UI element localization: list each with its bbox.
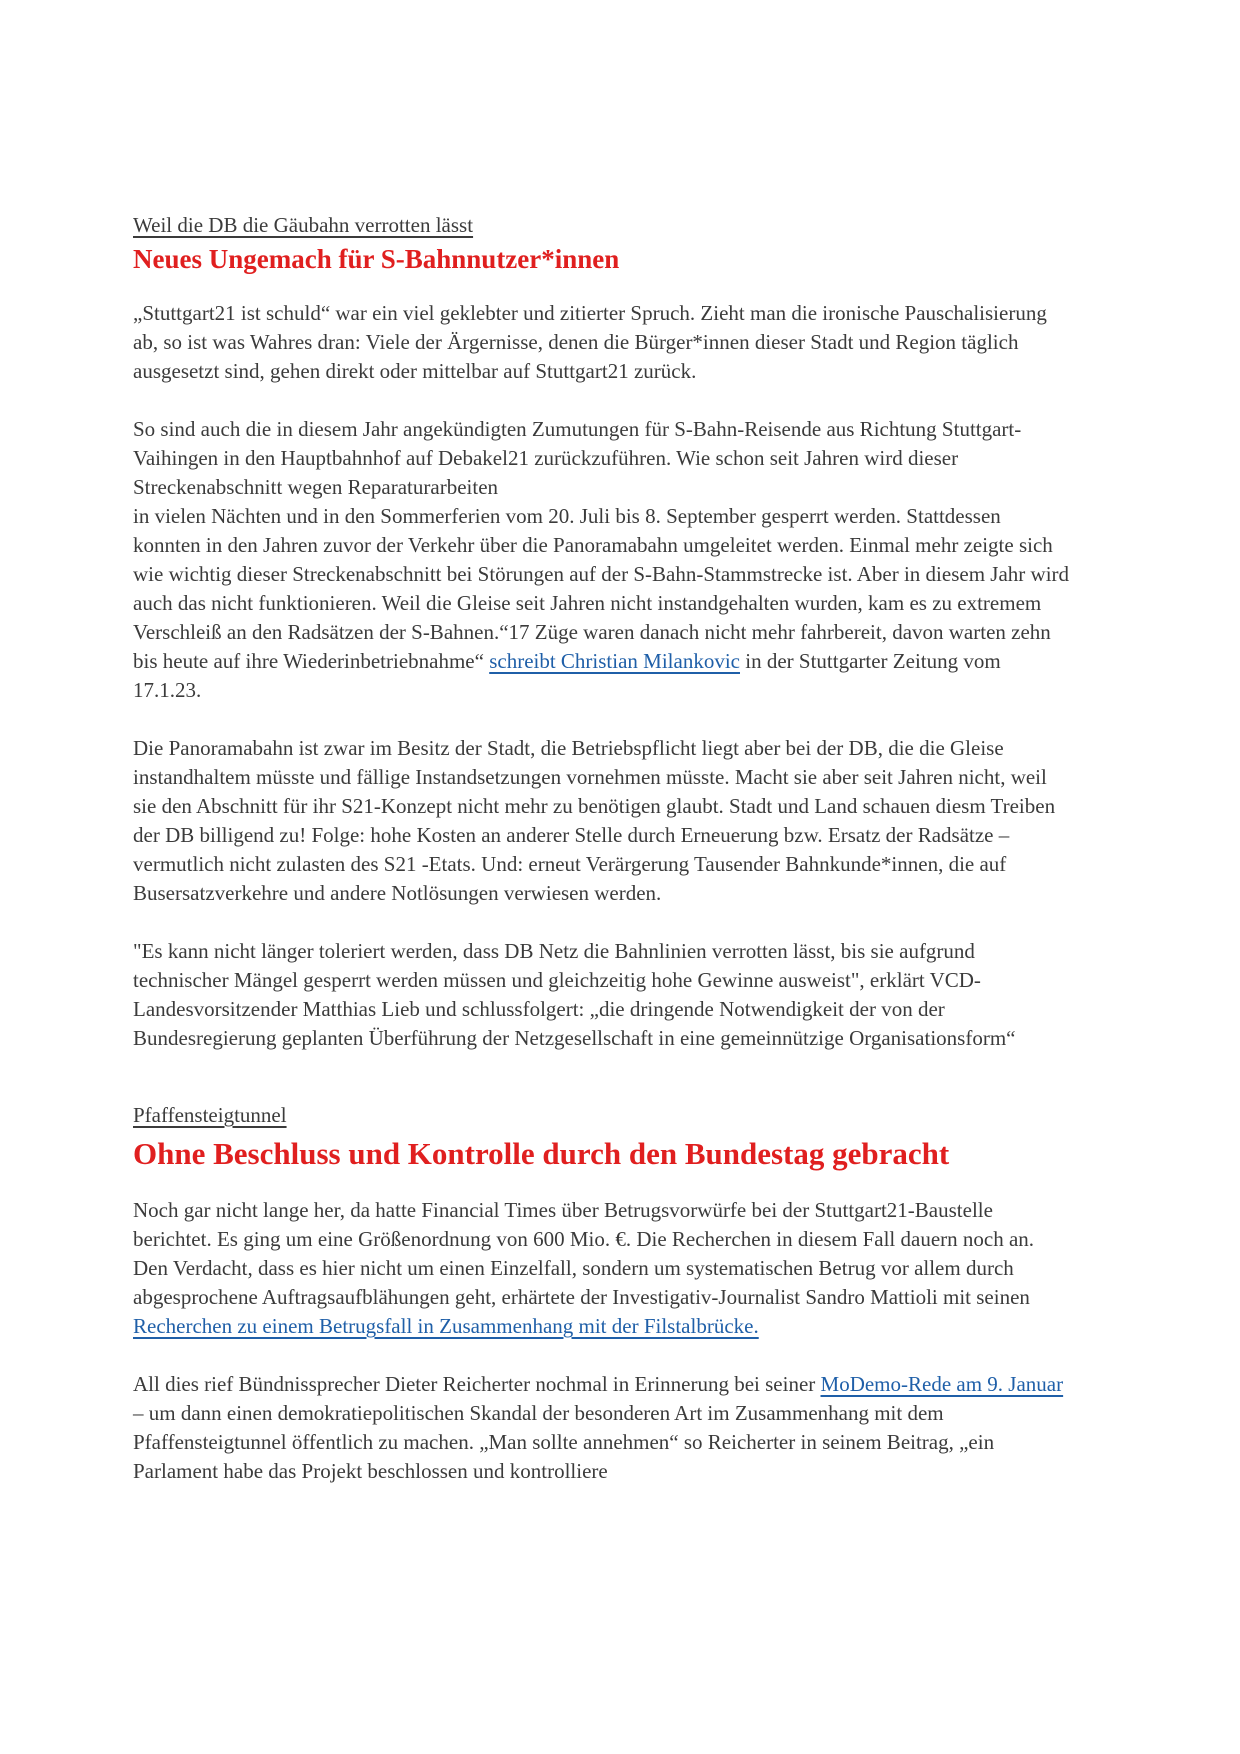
link-christian-milankovic[interactable]: schreibt Christian Milankovic: [489, 649, 740, 673]
paragraph-zumutungen-text-3: in der Stuttgarter Zeitung vom 17.1.23.: [133, 649, 1001, 702]
paragraph-zumutungen: [133, 415, 1073, 705]
document-content: [133, 211, 1073, 1486]
link-betrugsfall-filstalbruecke[interactable]: Recherchen zu einem Betrugsfall in Zusammenhang mit der Filstalbrücke.: [133, 1314, 759, 1338]
paragraph-vcd-zitat: "Es kann nicht länger toleriert werden, dass DB Netz die Bahnlinien verrotten lässt, bis sie aufgrund technischer Mängel gesperrt werden müssen und gleichzeitig hohe Gewinne ausweist", erklärt VCD-Landesvorsitzender Matthias Lieb und schlussfolgert: „die dringende Notwendigkeit der von der Bundesregierung geplanten Überführung der Netzgesellschaft in eine gemeinnützige Organisationsform“: [133, 939, 1016, 1050]
paragraph-betrugsvorwuerfe: [133, 1196, 1073, 1341]
paragraph-panoramabahn: Die Panoramabahn ist zwar im Besitz der Stadt, die Betriebspflicht liegt aber bei der DB, die die Gleise instandhaltem müsste und fällige Instandsetzungen vornehmen müsste. Macht sie aber seit Jahren nicht, weil sie den Abschnitt für ihr S21-Konzept nicht mehr zu benötigen glaubt. Stadt und Land schauen diesm Treiben der DB billigend zu! Folge: hohe Kosten an anderer Stelle durch Erneuerung bzw. Ersatz der Radsätze – vermutlich nicht zulasten des S21 -Etats. Und: erneut Verärgerung Tausender Bahnkunde*innen, die auf Busersatzverkehre und andere Notlösungen verwiesen werden.: [133, 736, 1056, 905]
section1-kicker: [133, 211, 1073, 240]
section1-headline: Neues Ungemach für S-Bahnnutzer*innen: [133, 244, 620, 274]
link-modemo-rede[interactable]: MoDemo-Rede am 9. Januar: [820, 1372, 1064, 1396]
paragraph-zumutungen-text-2: in vielen Nächten und in den Sommerferien vom 20. Juli bis 8. September gesperrt werden. Stattdessen konnten in den Jahren zuvor der Verkehr über die Panoramabahn umgeleitet werden. Einmal mehr zeigte sich wie wichtig dieser Streckenabschnitt bei Störungen auf der S-Bahn-Stammstrecke ist. Aber in diesem Jahr wird auch das nicht funktionieren. Weil die Gleise seit Jahren nicht instandgehalten wurden, kam es zu extremem Verschleiß an den Radsätzen der S-Bahnen.“17 Züge waren danach nicht mehr fahrbereit, davon warten zehn bis heute auf ihre Wiederinbetriebnahme“: [133, 504, 1070, 673]
paragraph-zumutungen-text-1: So sind auch die in diesem Jahr angekündigten Zumutungen für S-Bahn-Reisende aus Richtung Stuttgart-Vaihingen in den Hauptbahnhof auf Debakel21 zurückzuführen. Wie schon seit Jahren wird dieser Streckenabschnitt wegen Reparaturarbeiten: [133, 417, 1022, 499]
section2-kicker-text: Pfaffensteigtunnel: [133, 1103, 287, 1127]
paragraph-reicherter-text-1: All dies rief Bündnissprecher Dieter Reicherter nochmal in Erinnerung bei seiner: [133, 1372, 821, 1396]
section-gaeubahn: [133, 211, 1073, 1053]
paragraph-reicherter-text-2: – um dann einen demokratiepolitischen Skandal der besonderen Art im Zusammenhang mit dem Pfaffensteigtunnel öffentlich zu machen. „Man sollte annehmen“ so Reicherter in seinem Beitrag, „ein Parlament habe das Projekt beschlossen und kontrolliere: [133, 1401, 995, 1483]
section2-headline: Ohne Beschluss und Kontrolle durch den Bundestag gebracht: [133, 1136, 950, 1171]
section-pfaffensteigtunnel: [133, 1101, 1073, 1486]
paragraph-reicherter: [133, 1370, 1073, 1486]
section1-kicker-text: Weil die DB die Gäubahn verrotten lässt: [133, 213, 474, 237]
section2-kicker: [133, 1101, 1073, 1130]
paragraph-betrugsvorwuerfe-text: Noch gar nicht lange her, da hatte Financial Times über Betrugsvorwürfe bei der Stuttgart21-Baustelle berichtet. Es ging um eine Größenordnung von 600 Mio. €. Die Recherchen in diesem Fall dauern noch an. Den Verdacht, dass es hier nicht um einen Einzelfall, sondern um systematischen Betrug vor allem durch abgesprochene Auftragsaufblähungen geht, erhärtete der Investigativ-Journalist Sandro Mattioli mit seinen: [133, 1198, 1035, 1309]
paragraph-stuttgart21-schuld: „Stuttgart21 ist schuld“ war ein viel geklebter und zitierter Spruch. Zieht man die ironische Pauschalisierung ab, so ist was Wahres dran: Viele der Ärgernisse, denen die Bürger*innen dieser Stadt und Region täglich ausgesetzt sind, gehen direkt oder mittelbar auf Stuttgart21 zurück.: [133, 301, 1047, 383]
